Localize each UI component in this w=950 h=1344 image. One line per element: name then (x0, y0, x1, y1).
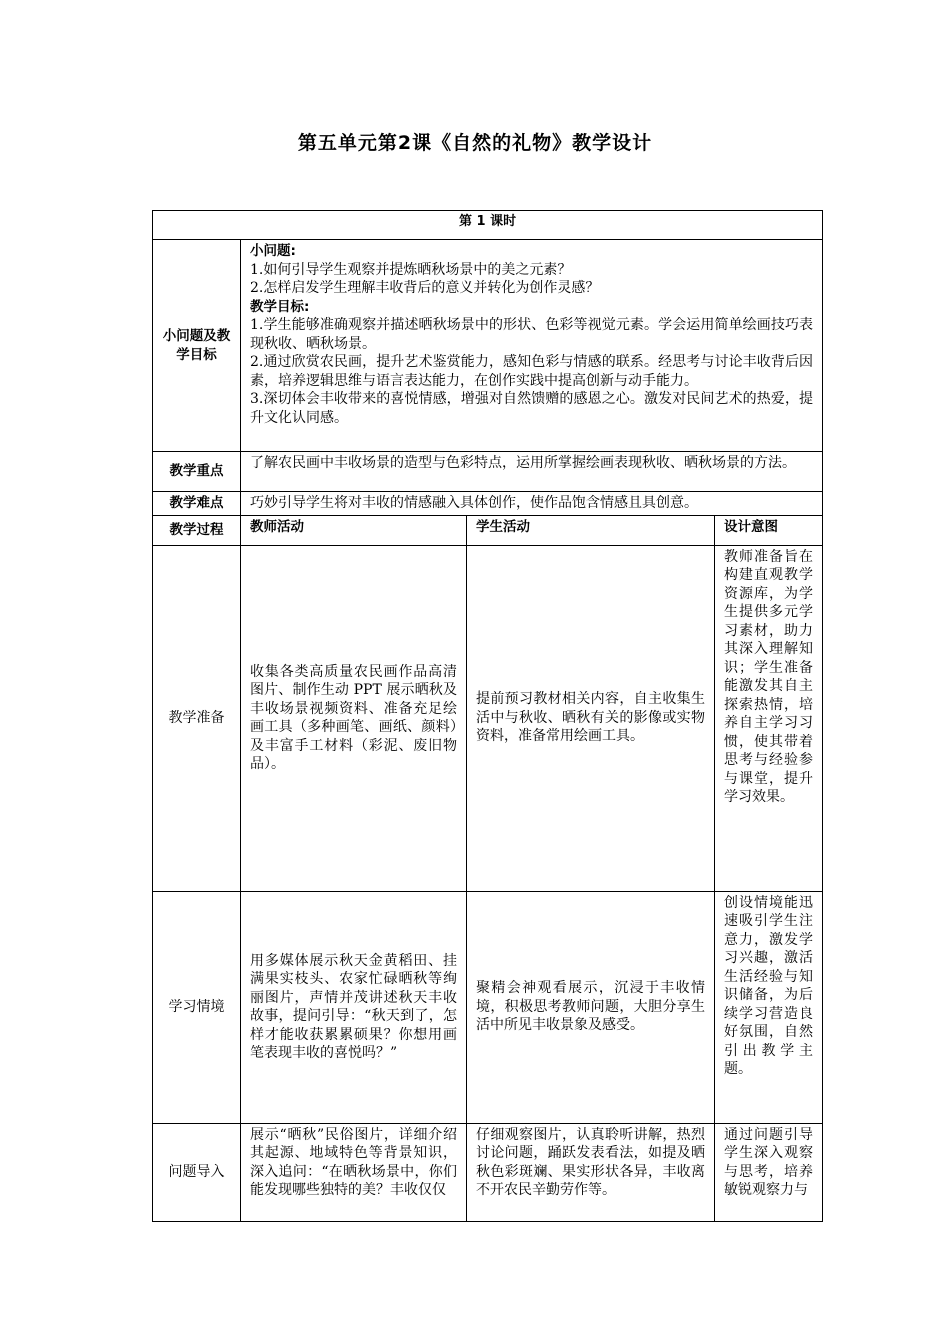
question-item: 2.怎样启发学生理解丰收背后的意义并转化为创作灵感？ (250, 280, 600, 296)
stage-label: 教学准备 (153, 545, 241, 891)
key-point-row (153, 452, 823, 492)
goals-heading: 教学目标: (250, 298, 310, 315)
goal-item: 1.学生能够准确观察并描述晒秋场景中的形状、色彩等视觉元素。学会运用简单绘画技巧表现秋收、晒秋场景。 (250, 317, 814, 352)
process-row (153, 891, 823, 1123)
column-header-teacher: 教师活动 (241, 515, 467, 545)
teacher-activity: 收集各类高质量农民画作品高清图片、制作生动 PPT 展示晒秋及丰收场景视频资料、准备充足绘画工具（多种画笔、画纸、颜料）及丰富手工材料（彩泥、废旧物品）。 (241, 545, 467, 891)
key-point-label: 教学重点 (153, 452, 241, 492)
page-title: 第五单元第2课《自然的礼物》教学设计 (297, 132, 653, 154)
objectives-label: 小问题及教学目标 (153, 240, 241, 452)
process-label: 教学过程 (153, 515, 241, 545)
stage-label: 学习情境 (153, 891, 241, 1123)
lesson-plan-table (152, 210, 823, 1222)
questions-heading: 小问题: (250, 243, 296, 259)
goal-item: 2.通过欣赏农民画，提升艺术鉴赏能力，感知色彩与情感的联系。经思考与讨论丰收背后因素，培养逻辑思维与语言表达能力，在创作实践中提高创新与动手能力。 (250, 354, 814, 389)
objectives-row (153, 240, 823, 452)
process-row (153, 1123, 823, 1221)
column-header-intent: 设计意图 (715, 515, 823, 545)
stage-label: 问题导入 (153, 1123, 241, 1221)
teacher-activity: 展示“晒秋”民俗图片，详细介绍其起源、地域特色等背景知识，深入追问：“在晒秋场景中，你们能发现哪些独特的美？丰收仅仅 (241, 1123, 467, 1221)
difficulty-row (153, 492, 823, 516)
design-intent: 教师准备旨在构建直观教学资源库，为学生提供多元学习素材，助力其深入理解知识；学生准备能激发其自主探索热情，培养自主学习习惯，使其带着思考与经验参与课堂，提升学习效果。 (715, 545, 823, 891)
student-activity: 聚精会神观看展示，沉浸于丰收情境，积极思考教师问题，大胆分享生活中所见丰收景象及感受。 (467, 891, 715, 1123)
student-activity: 提前预习教材相关内容，自主收集生活中与秋收、晒秋有关的影像或实物资料，准备常用绘画工具。 (467, 545, 715, 891)
process-row (153, 545, 823, 891)
difficulty-text: 巧妙引导学生将对丰收的情感融入具体创作，使作品饱含情感且具创意。 (241, 492, 823, 516)
question-item: 1.如何引导学生观察并提炼晒秋场景中的美之元素？ (250, 261, 572, 278)
objectives-content (241, 240, 823, 452)
session-row (153, 211, 823, 240)
design-intent: 通过问题引导学生深入观察与思考，培养敏锐观察力与 (715, 1123, 823, 1221)
column-header-student: 学生活动 (467, 515, 715, 545)
difficulty-label: 教学难点 (153, 492, 241, 516)
session-label: 第 1 课时 (153, 211, 823, 240)
key-point-text: 了解农民画中丰收场景的造型与色彩特点，运用所掌握绘画表现秋收、晒秋场景的方法。 (241, 452, 823, 492)
goal-item: 3.深切体会丰收带来的喜悦情感，增强对自然馈赠的感恩之心。激发对民间艺术的热爱，提升文化认同感。 (250, 391, 814, 426)
teacher-activity: 用多媒体展示秋天金黄稻田、挂满果实枝头、农家忙碌晒秋等绚丽图片，声情并茂讲述秋天丰收故事，提问引导：“秋天到了，怎样才能收获累累硕果？你想用画笔表现丰收的喜悦吗？” (241, 891, 467, 1123)
student-activity: 仔细观察图片，认真聆听讲解，热烈讨论问题，踊跃发表看法，如提及晒秋色彩斑斓、果实形状各异，丰收离不开农民辛勤劳作等。 (467, 1123, 715, 1221)
process-header-row (153, 515, 823, 545)
design-intent: 创设情境能迅速吸引学生注意力，激发学习兴趣，激活生活经验与知识储备，为后续学习营造良好氛围，自然引出教学主题。 (715, 891, 823, 1123)
